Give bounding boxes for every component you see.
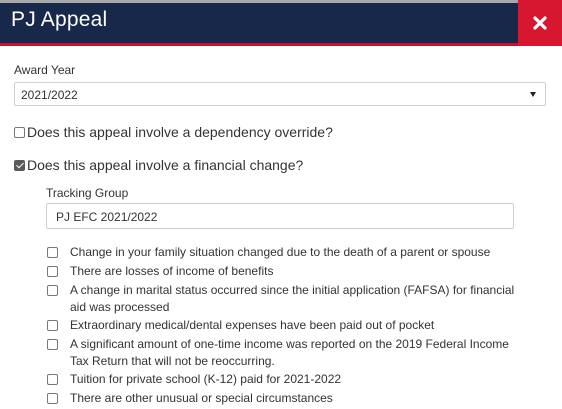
reason-item bbox=[46, 390, 516, 407]
reason-checkbox-death[interactable] bbox=[47, 247, 58, 258]
dialog-header bbox=[0, 0, 562, 46]
reason-item bbox=[46, 317, 516, 334]
award-year-value: 2021/2022 bbox=[21, 88, 78, 102]
tracking-group-label: Tracking Group bbox=[46, 186, 129, 200]
reason-label: There are other unusual or special circumstances bbox=[70, 391, 333, 405]
dependency-override-checkbox[interactable] bbox=[14, 127, 25, 138]
financial-change-question bbox=[14, 157, 303, 173]
close-icon bbox=[533, 16, 547, 30]
reason-label: Change in your family situation changed due to the death of a parent or spouse bbox=[70, 245, 491, 259]
reason-item bbox=[46, 244, 516, 261]
award-year-label: Award Year bbox=[14, 63, 76, 77]
reason-checkbox-marital[interactable] bbox=[47, 285, 58, 296]
reason-label: Extraordinary medical/dental expenses have been paid out of pocket bbox=[70, 318, 435, 332]
financial-change-checkbox[interactable] bbox=[14, 160, 25, 171]
reason-item bbox=[46, 282, 516, 316]
award-year-select[interactable] bbox=[14, 82, 546, 106]
dependency-override-label: Does this appeal involve a dependency override? bbox=[27, 124, 333, 140]
reason-checkbox-income-loss[interactable] bbox=[47, 266, 58, 277]
close-button[interactable] bbox=[518, 0, 562, 46]
reason-label: There are losses of income of benefits bbox=[70, 264, 274, 278]
tracking-group-value: PJ EFC 2021/2022 bbox=[56, 210, 158, 224]
reason-item bbox=[46, 263, 516, 280]
reason-checkbox-medical[interactable] bbox=[47, 320, 58, 331]
financial-change-label: Does this appeal involve a financial change? bbox=[27, 157, 304, 173]
reason-checkbox-tuition[interactable] bbox=[47, 374, 58, 385]
reason-label: A significant amount of one-time income was reported on the 2019 Federal Income Tax Return that will not be reoccurring. bbox=[70, 337, 509, 368]
reason-label: Tuition for private school (K-12) paid for 2021-2022 bbox=[70, 372, 342, 386]
reason-label: A change in marital status occurred since the initial application (FAFSA) for financial aid was processed bbox=[70, 283, 515, 314]
caret-down-icon bbox=[530, 92, 536, 97]
dependency-override-question bbox=[14, 124, 333, 140]
reason-item bbox=[46, 336, 516, 370]
reason-checkbox-other[interactable] bbox=[47, 393, 58, 404]
tracking-group-input[interactable] bbox=[46, 203, 514, 229]
reason-item bbox=[46, 371, 516, 388]
dialog-title: PJ Appeal bbox=[11, 8, 108, 31]
reason-checkbox-one-time-income[interactable] bbox=[47, 339, 58, 350]
